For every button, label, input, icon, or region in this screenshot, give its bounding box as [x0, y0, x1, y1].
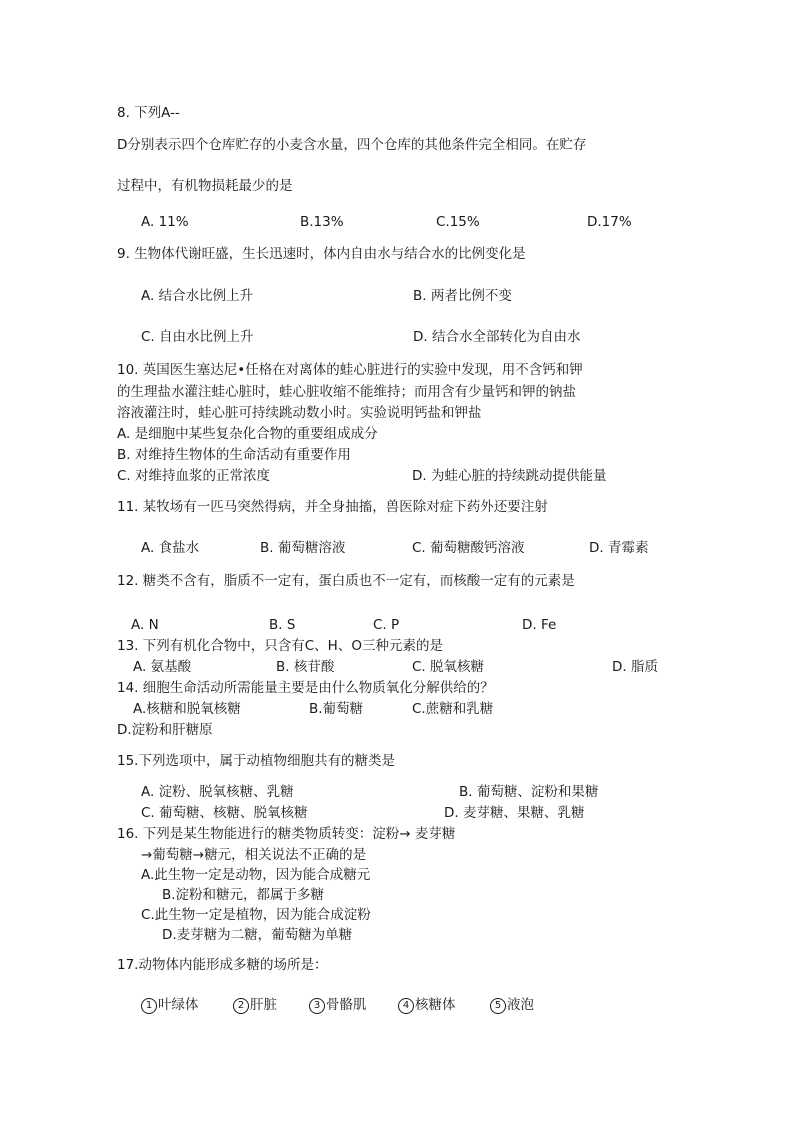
- q12-option-a: A. N: [131, 617, 159, 633]
- q11-option-a: A. 食盐水: [141, 540, 200, 556]
- q9-stem: 9. 生物体代谢旺盛，生长迅速时，体内自由水与结合水的比例变化是: [117, 246, 526, 262]
- q10-line2: 的生理盐水灌注蛙心脏时，蛙心脏收缩不能维持；而用含有少量钙和钾的钠盐: [117, 384, 576, 400]
- q16-option-b: B.淀粉和糖元，都属于多糖: [162, 887, 325, 903]
- q12-option-d: D. Fe: [522, 617, 557, 633]
- q16-option-d: D.麦芽糖为二糖，葡萄糖为单糖: [162, 927, 353, 943]
- q16-option-a: A.此生物一定是动物，因为能合成糖元: [141, 867, 371, 883]
- q17-item-text: 肝脏: [250, 997, 277, 1013]
- q8-option-d: D.17%: [587, 214, 632, 230]
- q10-option-b: B. 对维持生物体的生命活动有重要作用: [117, 447, 351, 463]
- q9-option-b: B. 两者比例不变: [413, 288, 512, 304]
- q17-item-text: 核糖体: [415, 997, 456, 1013]
- q11-stem: 11. 某牧场有一匹马突然得病，并全身抽搐，兽医除对症下药外还要注射: [117, 499, 548, 515]
- circled-number: 1: [141, 998, 157, 1014]
- circled-number: 3: [309, 998, 325, 1014]
- q14-option-b: B.葡萄糖: [309, 701, 364, 717]
- q12-stem: 12. 糖类不含有，脂质不一定有，蛋白质也不一定有，而核酸一定有的元素是: [117, 573, 575, 589]
- q8-option-b: B.13%: [300, 214, 344, 230]
- q17-item-5: [490, 996, 534, 1014]
- q9-option-c: C. 自由水比例上升: [141, 329, 254, 345]
- q13-stem: 13. 下列有机化合物中，只含有C、H、O三种元素的是: [117, 638, 443, 654]
- q14-stem: 14. 细胞生命活动所需能量主要是由什么物质氧化分解供给的？: [117, 680, 494, 696]
- q15-option-d: D. 麦芽糖、果糖、乳糖: [444, 805, 585, 821]
- q13-option-b: B. 核苷酸: [276, 659, 335, 675]
- q8-line3: 过程中，有机物损耗最少的是: [117, 178, 293, 194]
- q14-option-a: A.核糖和脱氧核糖: [133, 701, 241, 717]
- q15-option-a: A. 淀粉、脱氧核糖、乳糖: [141, 784, 294, 800]
- q17-item-text: 液泡: [507, 997, 534, 1013]
- q9-option-d: D. 结合水全部转化为自由水: [413, 329, 581, 345]
- q11-option-d: D. 青霉素: [589, 540, 649, 556]
- q13-option-c: C. 脱氧核糖: [412, 659, 485, 675]
- q17-item-3: [309, 996, 367, 1014]
- q12-option-c: C. P: [373, 617, 400, 633]
- q9-option-a: A. 结合水比例上升: [141, 288, 254, 304]
- q15-option-c: C. 葡萄糖、核糖、脱氧核糖: [141, 805, 308, 821]
- circled-number: 2: [233, 998, 249, 1014]
- q8-line1: 8. 下列A--: [117, 105, 180, 121]
- q10-line3: 溶液灌注时，蛙心脏可持续跳动数小时。实验说明钙盐和钾盐: [117, 405, 482, 421]
- q12-option-b: B. S: [269, 617, 296, 633]
- q14-option-d: D.淀粉和肝糖原: [117, 722, 213, 738]
- q16-option-c: C.此生物一定是植物，因为能合成淀粉: [141, 907, 371, 923]
- q10-option-c: C. 对维持血浆的正常浓度: [117, 468, 271, 484]
- circled-number: 4: [398, 998, 414, 1014]
- q16-line1: 16. 下列是某生物能进行的糖类物质转变：淀粉→ 麦芽糖: [117, 826, 456, 842]
- q8-line2: D分别表示四个仓库贮存的小麦含水量，四个仓库的其他条件完全相同。在贮存: [117, 137, 587, 153]
- q16-line2: →葡萄糖→糖元，相关说法不正确的是: [141, 847, 367, 863]
- q17-item-4: [398, 996, 456, 1014]
- q13-option-a: A. 氨基酸: [133, 659, 192, 675]
- q8-option-a: A. 11%: [141, 214, 189, 230]
- q8-option-c: C.15%: [436, 214, 480, 230]
- q11-option-b: B. 葡萄糖溶液: [260, 540, 346, 556]
- q13-option-d: D. 脂质: [612, 659, 658, 675]
- q17-item-1: [141, 996, 199, 1014]
- q17-stem: 17.动物体内能形成多糖的场所是：: [117, 957, 328, 973]
- circled-number: 5: [490, 998, 506, 1014]
- q17-item-2: [233, 996, 277, 1014]
- q15-stem: 15.下列选项中，属于动植物细胞共有的糖类是: [117, 753, 395, 769]
- q17-item-text: 骨骼肌: [326, 997, 367, 1013]
- q11-option-c: C. 葡萄糖酸钙溶液: [412, 540, 525, 556]
- q10-option-a: A. 是细胞中某些复杂化合物的重要组成成分: [117, 426, 378, 442]
- q10-option-d: D. 为蛙心脏的持续跳动提供能量: [412, 468, 607, 484]
- q14-option-c: C.蔗糖和乳糖: [412, 701, 494, 717]
- q10-line1: 10. 英国医生塞达尼•任格在对离体的蛙心脏进行的实验中发现，用不含钙和钾: [117, 362, 583, 378]
- q17-item-text: 叶绿体: [158, 997, 199, 1013]
- q15-option-b: B. 葡萄糖、淀粉和果糖: [459, 784, 599, 800]
